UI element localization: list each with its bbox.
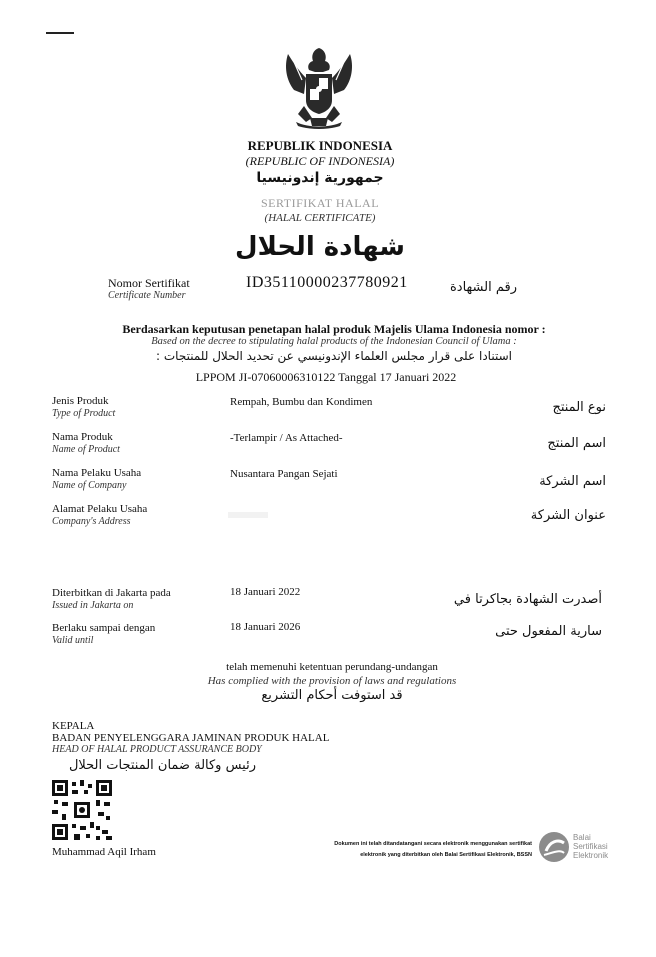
field-label: Nama Pelaku Usaha — [52, 467, 142, 479]
valid-label-ar: سارية المفعول حتى — [495, 624, 602, 639]
bsre-logo-line1: Balai — [573, 833, 591, 842]
signatory-agency-ar: رئيس وكالة ضمان المنتجات الحلال — [68, 758, 256, 773]
field-label-ar: نوع المنتج — [552, 400, 606, 415]
field-label: Jenis Produk — [52, 395, 109, 407]
field-label-en: Type of Product — [52, 408, 116, 419]
certificate-title-ar: شهادة الحلال — [235, 232, 405, 262]
country-title-ar: جمهورية إندونيسيا — [256, 170, 384, 186]
compliance-line-en: Has complied with the provision of laws and regulations — [207, 675, 457, 687]
certificate-title-en: (HALAL CERTIFICATE) — [264, 212, 376, 224]
certificate-title: SERTIFIKAT HALAL — [260, 196, 380, 210]
valid-date: 18 Januari 2026 — [230, 621, 301, 633]
issued-label-ar: أصدرت الشهادة بجاكرتا في — [453, 592, 602, 607]
field-value: Rempah, Bumbu dan Kondimen — [230, 396, 373, 408]
valid-label: Berlaku sampai dengan — [52, 622, 156, 634]
issued-date: 18 Januari 2022 — [230, 586, 301, 598]
decree-line: Berdasarkan keputusan penetapan halal produk Majelis Ulama Indonesia nomor : — [122, 322, 546, 336]
compliance-line: telah memenuhi ketentuan perundang-undangan — [226, 661, 438, 673]
esign-notice-1: Dokumen ini telah ditandatangani secara elektronik menggunakan sertifikat — [334, 841, 532, 847]
issued-label: Diterbitkan di Jakarta pada — [52, 587, 171, 599]
bsre-logo-line3: Elektronik — [573, 851, 609, 860]
field-label-ar: اسم المنتج — [547, 436, 606, 451]
field-value: Nusantara Pangan Sejati — [230, 468, 338, 480]
signatory-head: KEPALA — [52, 720, 95, 732]
field-label: Nama Produk — [52, 431, 113, 443]
certificate-number-label-ar: رقم الشهادة — [450, 280, 517, 295]
field-label-ar: عنوان الشركة — [530, 508, 606, 523]
field-label-en: Name of Company — [52, 480, 127, 491]
decree-line-en: Based on the decree to stipulating halal products of the Indonesian Council of Ulama : — [151, 336, 517, 347]
field-value: -Terlampir / As Attached- — [230, 432, 343, 444]
field-label-ar: اسم الشركة — [539, 474, 606, 489]
decree-reference: LPPOM JI-07060006310122 Tanggal 17 Januari 2022 — [195, 370, 457, 384]
country-title: REPUBLIK INDONESIA — [247, 138, 393, 153]
field-label-en: Company's Address — [52, 516, 131, 527]
field-label-en: Name of Product — [52, 444, 120, 455]
decree-line-ar: استنادا على قرار مجلس العلماء الإندونيسي عن تحديد الحلال للمنتجات : — [156, 349, 512, 363]
redacted-address — [228, 512, 268, 518]
qr-code-icon — [52, 780, 112, 840]
signatory-agency: BADAN PENYELENGGARA JAMINAN PRODUK HALAL — [52, 732, 330, 744]
bsre-logo-line2: Sertifikasi — [573, 842, 608, 851]
garuda-emblem-icon — [280, 44, 358, 130]
issued-label-en: Issued in Jakarta on — [52, 600, 134, 611]
certificate-number-label: Nomor Sertifikat — [108, 276, 190, 290]
country-title-en: (REPUBLIC OF INDONESIA) — [245, 154, 395, 168]
bsre-logo-icon — [538, 831, 570, 863]
signatory-name: Muhammad Aqil Irham — [52, 846, 156, 858]
certificate-number-label-en: Certificate Number — [108, 290, 186, 301]
esign-notice-2: elektronik yang diterbitkan oleh Balai Sertifikasi Elektronik, BSSN — [360, 852, 532, 858]
field-label: Alamat Pelaku Usaha — [52, 503, 148, 515]
signatory-agency-en: HEAD OF HALAL PRODUCT ASSURANCE BODY — [52, 744, 262, 755]
certificate-number: ID35110000237780921 — [246, 274, 408, 291]
compliance-line-ar: قد استوفت أحكام التشريع — [261, 688, 403, 703]
valid-label-en: Valid until — [52, 635, 94, 646]
scan-mark — [46, 32, 74, 34]
